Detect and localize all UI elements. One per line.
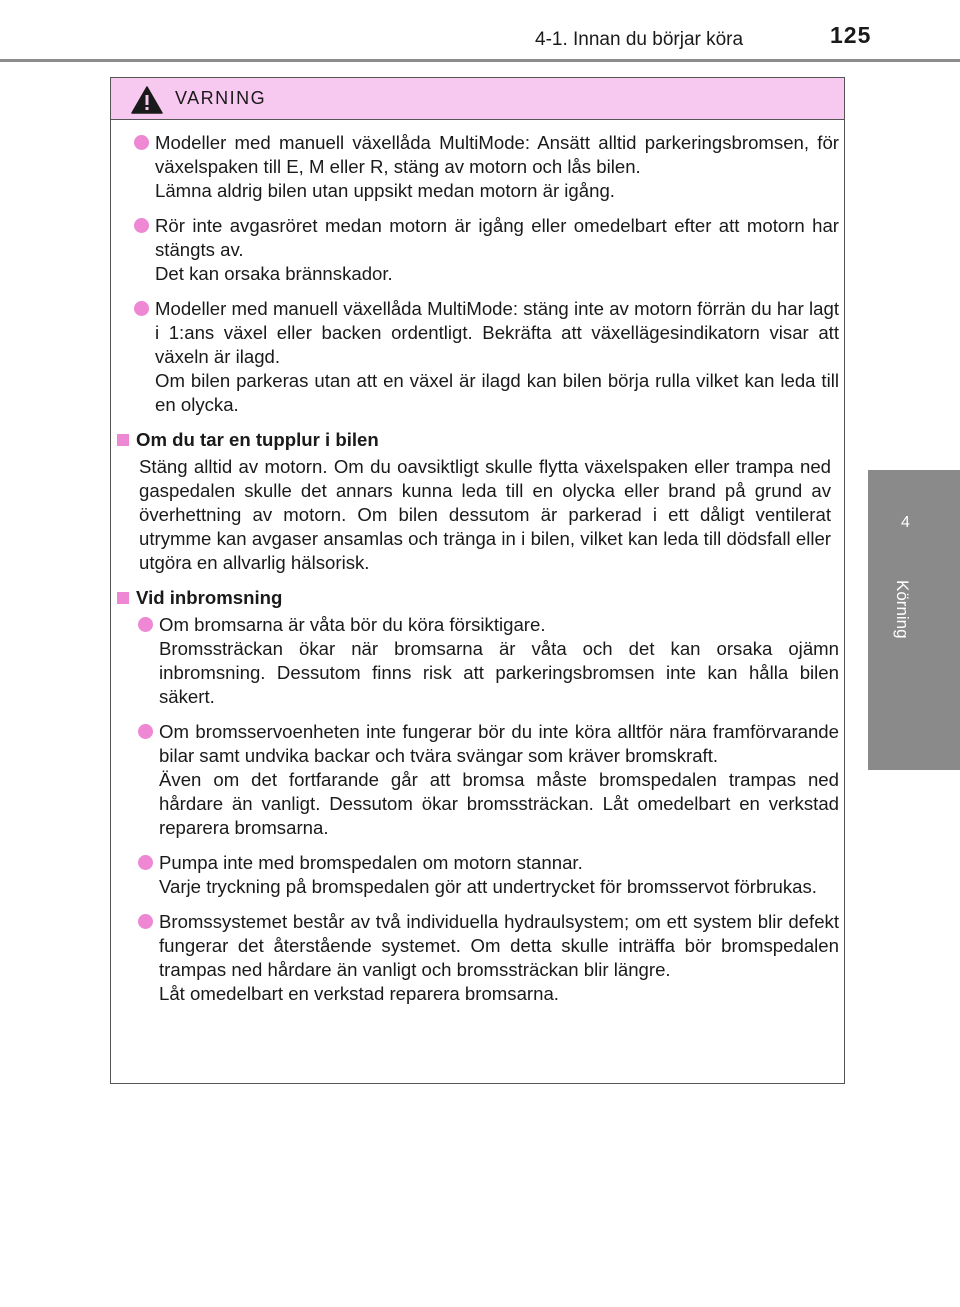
bullet-paragraph: Rör inte avgasröret medan motorn är igång eller omedelbart efter att motorn har stängts av.: [155, 215, 839, 260]
bullet-dot-icon: [138, 724, 153, 739]
bullet-paragraph: Bromssträckan ökar när bromsarna är våta och det kan orsaka ojämn inbromsning. Dessutom finns risk att parkeringsbromsen inte kan hålla bilen säkert.: [159, 638, 839, 707]
warning-triangle-icon: [131, 86, 163, 114]
bullet-paragraph: Varje tryckning på bromspedalen gör att undertrycket för bromsservot förbrukas.: [159, 876, 817, 897]
warning-bullet: [117, 214, 839, 286]
bullet-paragraph: Även om det fortfarande går att bromsa måste bromspedalen trampas ned hårdare än vanligt. Dessutom ökar bromssträckan. Låt omedelbart en verkstad reparera bromsarna.: [159, 769, 839, 838]
bullet-paragraph: Det kan orsaka brännskador.: [155, 263, 393, 284]
brake-bullet: [117, 720, 839, 840]
section-heading: [117, 586, 839, 610]
section-title: Vid inbromsning: [136, 587, 283, 608]
section-square-icon: [117, 434, 129, 446]
bullet-dot-icon: [138, 914, 153, 929]
chapter-label: Körning: [893, 580, 912, 639]
warning-header: [111, 78, 844, 120]
bullet-paragraph: Pumpa inte med bromspedalen om motorn stannar.: [159, 852, 583, 873]
brake-bullet: [117, 910, 839, 1006]
page-number: 125: [830, 22, 872, 48]
bullet-dot-icon: [134, 301, 149, 316]
chapter-tab: [868, 470, 960, 770]
section-title: Om du tar en tupplur i bilen: [136, 429, 379, 450]
bullet-dot-icon: [138, 855, 153, 870]
brake-bullet: [117, 851, 839, 899]
warning-box: [110, 77, 845, 1084]
bullet-paragraph: Bromssystemet består av två individuella hydraulsystem; om ett system blir defekt fungerar det återstående systemet. Om detta skulle inträffa bör bromspedalen trampas ned hårdare än vanligt och bromssträckan blir längre.: [159, 911, 839, 980]
warning-bullet: [117, 297, 839, 417]
section-square-icon: [117, 592, 129, 604]
bullet-paragraph: Om bromsservoenheten inte fungerar bör du inte köra alltför nära framförvarande bilar samt undvika backar och tvära svängar som kräver bromskraft.: [159, 721, 839, 766]
bullet-paragraph: Om bilen parkeras utan att en växel är ilagd kan bilen börja rulla vilket kan leda till en olycka.: [155, 370, 839, 415]
bullet-paragraph: Lämna aldrig bilen utan uppsikt medan motorn är igång.: [155, 180, 615, 201]
brake-bullet: [117, 613, 839, 709]
bullet-dot-icon: [138, 617, 153, 632]
header-divider: [0, 59, 960, 62]
bullet-dot-icon: [134, 135, 149, 150]
bullet-paragraph: Om bromsarna är våta bör du köra försiktigare.: [159, 614, 546, 635]
warning-title: VARNING: [175, 88, 267, 108]
chapter-number: 4: [901, 514, 910, 531]
bullet-dot-icon: [134, 218, 149, 233]
bullet-paragraph: Modeller med manuell växellåda MultiMode: Ansätt alltid parkeringsbromsen, för växelspaken till E, M eller R, stäng av motorn och lås bilen.: [155, 132, 839, 177]
section-paragraph: Stäng alltid av motorn. Om du oavsiktligt skulle flytta växelspaken eller trampa ned gaspedalen skulle det annars kunna leda till en olycka eller brand på grund av överhettning av motorn. Om bilen dessutom är parkerad i ett dåligt ventilerat utrymme kan avgaser ansamlas och tränga in i bilen, vilket kan leda till dödsfall eller utgöra en allvarlig hälsorisk.: [139, 456, 831, 573]
section-heading: [117, 428, 839, 452]
bullet-paragraph: Modeller med manuell växellåda MultiMode: stäng inte av motorn förrän du har lagt i 1:ans växel eller backen ordentligt. Bekräfta att växellägesindikatorn visar att växeln är ilagd.: [155, 298, 839, 367]
section-text: [117, 455, 839, 575]
bullet-paragraph: Låt omedelbart en verkstad reparera bromsarna.: [159, 983, 559, 1004]
warning-bullet: [117, 131, 839, 203]
warning-body: [111, 120, 844, 1006]
running-header: 4-1. Innan du börjar köra: [535, 29, 744, 50]
